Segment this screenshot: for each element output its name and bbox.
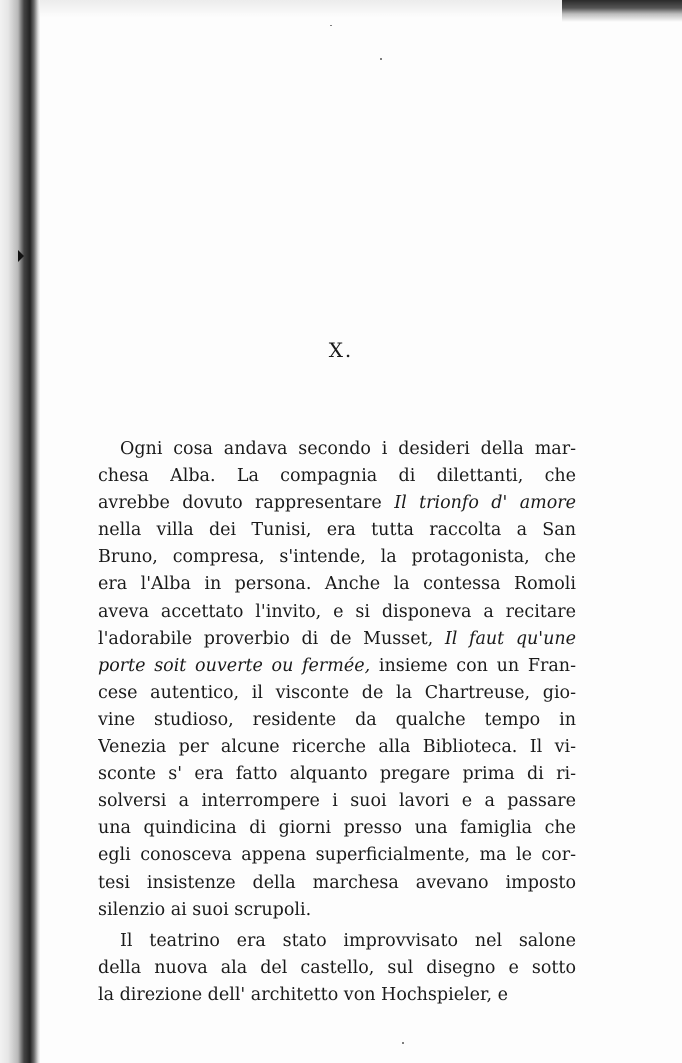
line-text: avrebbe dovuto rappresentare — [98, 493, 395, 514]
chapter-heading: X. — [328, 338, 354, 362]
text-line — [98, 680, 576, 707]
page-top-right-shadow — [562, 0, 682, 22]
line-text: aveva accettato l'invito, e si disponeva a recitare — [98, 601, 576, 622]
text-line — [98, 436, 576, 463]
text-line — [98, 490, 576, 517]
line-text: tesi insistenze della marchesa avevano imposto — [98, 872, 576, 893]
text-line — [98, 734, 576, 761]
line-text: Ogni cosa andava secondo i desideri della mar- — [120, 439, 576, 459]
text-line — [98, 982, 576, 1009]
line-text: vine studioso, residente da qualche tempo in — [98, 709, 576, 730]
line-text: insieme con un Fran- — [370, 655, 576, 676]
line-text: una quindicina di giorni presso una famiglia che — [98, 818, 576, 839]
italic-title-text: porte soit ouverte ou fermée, — [98, 655, 371, 676]
text-line — [98, 761, 576, 788]
text-line — [98, 815, 576, 842]
text-line — [98, 928, 576, 955]
text-line — [98, 517, 576, 544]
line-text: silenzio ai suoi scrupoli. — [98, 899, 312, 920]
text-line — [98, 842, 576, 869]
text-line — [98, 955, 576, 982]
text-line — [98, 897, 576, 924]
line-text: Venezia per alcune ricerche alla Biblioteca. Il vi- — [98, 737, 576, 758]
text-line — [98, 463, 576, 490]
paper-speck — [402, 1042, 404, 1044]
line-text: chesa Alba. La compagnia di dilettanti, che — [98, 466, 576, 487]
italic-title-text: Il faut qu'une — [444, 628, 576, 649]
line-text: cese autentico, il visconte de la Chartreuse, gio- — [98, 682, 576, 703]
paper-speck — [330, 25, 332, 26]
line-text: l'adorabile proverbio di de Musset, — [98, 628, 445, 649]
text-line — [98, 707, 576, 734]
text-line — [98, 599, 576, 626]
line-text: la direzione dell' architetto von Hochspieler, e — [98, 984, 508, 1005]
text-line — [98, 544, 576, 571]
line-text: sconte s' era fatto alquanto pregare prima di ri- — [98, 764, 576, 785]
line-text: solversi a interrompere i suoi lavori e a passare — [98, 791, 576, 812]
italic-title-text: Il trionfo d' amore — [394, 493, 576, 514]
text-line — [98, 626, 576, 653]
line-text: nella villa dei Tunisi, era tutta raccolta a San — [98, 520, 576, 541]
body-text — [98, 436, 576, 1009]
text-line — [98, 571, 576, 598]
text-line — [98, 788, 576, 815]
line-text: egli conosceva appena superficialmente, ma le cor- — [98, 845, 576, 866]
line-text: Il teatrino era stato improvvisato nel salone — [120, 930, 576, 951]
line-text: era l'Alba in persona. Anche la contessa Romoli — [98, 574, 576, 595]
page-binding-edge — [0, 0, 40, 1063]
binding-mark — [18, 250, 24, 262]
text-line — [98, 653, 576, 680]
text-line — [98, 870, 576, 897]
line-text: Bruno, compresa, s'intende, la protagonista, che — [98, 547, 576, 568]
line-text: della nuova ala del castello, sul disegno e sotto — [98, 957, 576, 978]
paper-speck — [380, 58, 382, 60]
